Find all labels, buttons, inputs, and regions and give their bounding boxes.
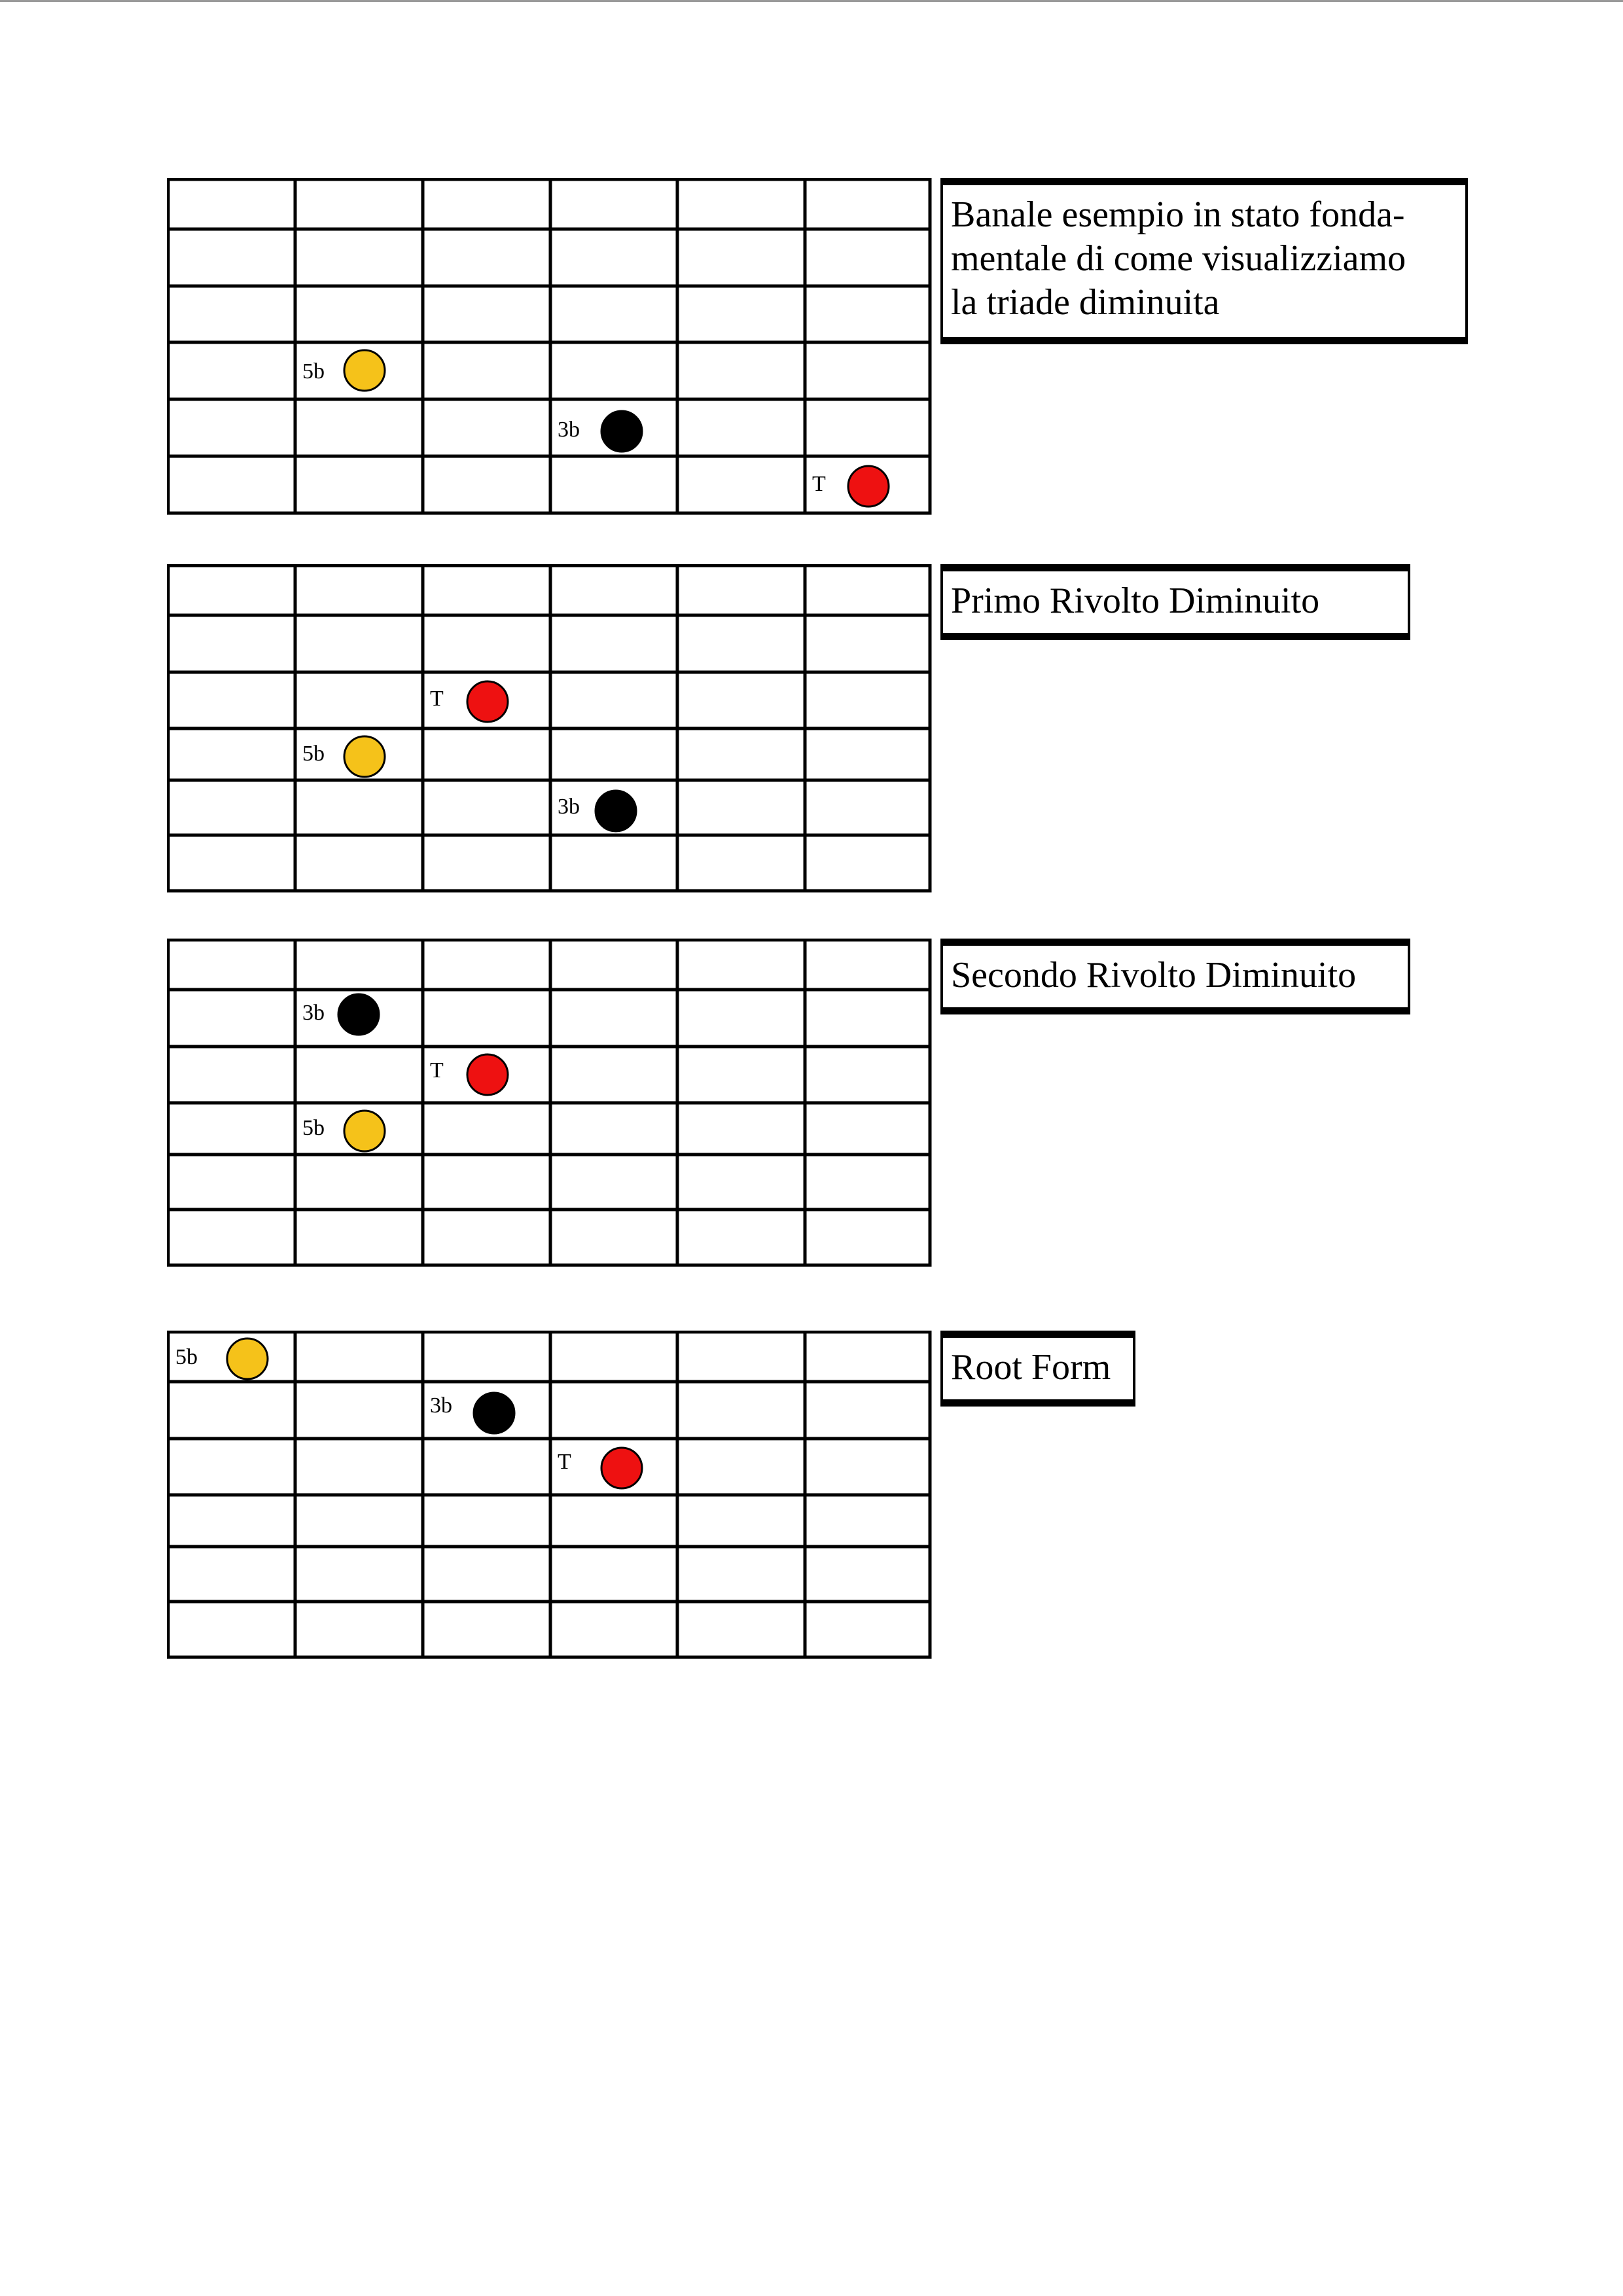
note-label: 3b bbox=[558, 795, 580, 819]
caption-box: Root Form bbox=[940, 1331, 1135, 1407]
red-dot-icon bbox=[848, 466, 889, 507]
black-dot-icon bbox=[474, 1393, 514, 1433]
note-marker bbox=[558, 791, 636, 831]
red-dot-icon bbox=[467, 1054, 508, 1095]
black-dot-icon bbox=[596, 791, 636, 831]
note-label: 3b bbox=[302, 1001, 325, 1025]
note-label: 3b bbox=[558, 418, 580, 442]
note-label: T bbox=[430, 1058, 444, 1083]
fretboard-diagram-2 bbox=[167, 564, 933, 895]
note-label: 3b bbox=[430, 1393, 452, 1418]
yellow-dot-icon bbox=[344, 1111, 385, 1151]
caption-box: Secondo Rivolto Diminuito bbox=[940, 939, 1410, 1014]
note-label: T bbox=[558, 1450, 571, 1474]
note-label: T bbox=[812, 472, 826, 496]
note-label: 5b bbox=[302, 742, 325, 766]
note-marker bbox=[302, 1111, 385, 1151]
note-marker bbox=[430, 1393, 514, 1433]
red-dot-icon bbox=[601, 1448, 642, 1488]
note-marker bbox=[812, 466, 889, 507]
black-dot-icon bbox=[601, 411, 642, 452]
note-marker bbox=[302, 994, 379, 1035]
fretboard-diagram-4 bbox=[167, 1331, 933, 1661]
note-label: 5b bbox=[302, 1116, 325, 1140]
note-marker bbox=[430, 1054, 508, 1095]
note-marker bbox=[302, 350, 385, 391]
note-label: T bbox=[430, 687, 444, 711]
note-marker bbox=[175, 1338, 268, 1379]
caption-box: Primo Rivolto Diminuito bbox=[940, 564, 1410, 640]
caption-box: Banale esempio in stato fonda- mentale di come visualizziamo la triade diminuita bbox=[940, 178, 1468, 344]
black-dot-icon bbox=[338, 994, 379, 1035]
yellow-dot-icon bbox=[344, 736, 385, 777]
note-label: 5b bbox=[175, 1345, 198, 1369]
fretboard-diagram-3 bbox=[167, 939, 933, 1269]
note-label: 5b bbox=[302, 359, 325, 384]
note-marker bbox=[302, 736, 385, 777]
fretboard-diagram-1 bbox=[167, 178, 933, 518]
note-marker bbox=[430, 681, 508, 722]
yellow-dot-icon bbox=[227, 1338, 268, 1379]
note-marker bbox=[558, 1448, 642, 1488]
yellow-dot-icon bbox=[344, 350, 385, 391]
page-top-edge bbox=[0, 0, 1623, 2]
note-marker bbox=[558, 411, 642, 452]
red-dot-icon bbox=[467, 681, 508, 722]
